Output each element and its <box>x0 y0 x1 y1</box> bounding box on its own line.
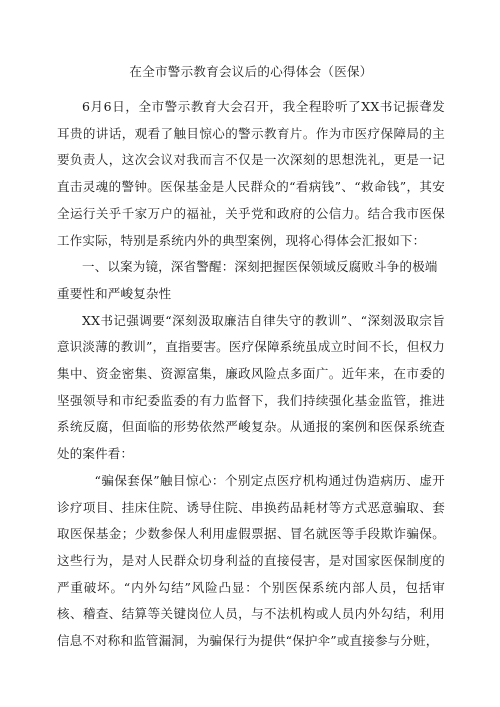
document-page <box>57 62 445 655</box>
paragraph-intro: 6月6日，全市警示教育大会召开，我全程聆听了XX书记振聋发耳贵的讲话，观看了触目惊心的警示教育片。作为市医疗保障局的主要负责人，这次会议对我而言不仅是一次深刻的思想洗礼，更是一记直击灵魂的警钟。医保基金是人民群众的“看病钱”、“救命钱”，其安全运行关乎千家万户的福祉，关乎党和政府的公信力。结合我市医保工作实际，特别是系统内外的典型案例，现将心得体会汇报如下： <box>57 99 445 248</box>
paragraph-section-1-body: XX书记强调要“深刻汲取廉洁自律失守的教训”、“深刻汲取宗旨意识淡薄的教训”，直指要害。医疗保障系统虽成立时间不长，但权力集中、资金密集、资源富集，廉政风险点多面广。近年来，在市委的坚强领导和市纪委监委的有力监督下，我们持续强化基金监管，推进系统反腐，但面临的形势依然严峻复杂。从通报的案例和医保系统查处的案件看： <box>57 312 445 462</box>
section-heading-1: 一、以案为镜，深省警醒：深刻把握医保领域反腐败斗争的极端重要性和严峻复杂性 <box>57 259 438 301</box>
paragraph-cases: “骗保套保”触目惊心：个别定点医疗机构通过伪造病历、虚开诊疗项目、挂床住院、诱导住院、串换药品耗材等方式恶意骗取、套取医保基金；少数参保人利用虚假票据、冒名就医等手段欺诈骗保。这些行为，是对人民群众切身利益的直接侵害，是对国家医保制度的严重破坏。“内外勾结”风险凸显：个别医保系统内部人员，包括审核、稽查、结算等关键岗位人员，与不法机构或人员内外勾结，利用信息不对称和监管漏洞，为骗保行为提供“保护伞”或直接参与分赃， <box>57 472 445 649</box>
document-title: 在全市警示教育会议后的心得体会（医保） <box>129 64 373 79</box>
